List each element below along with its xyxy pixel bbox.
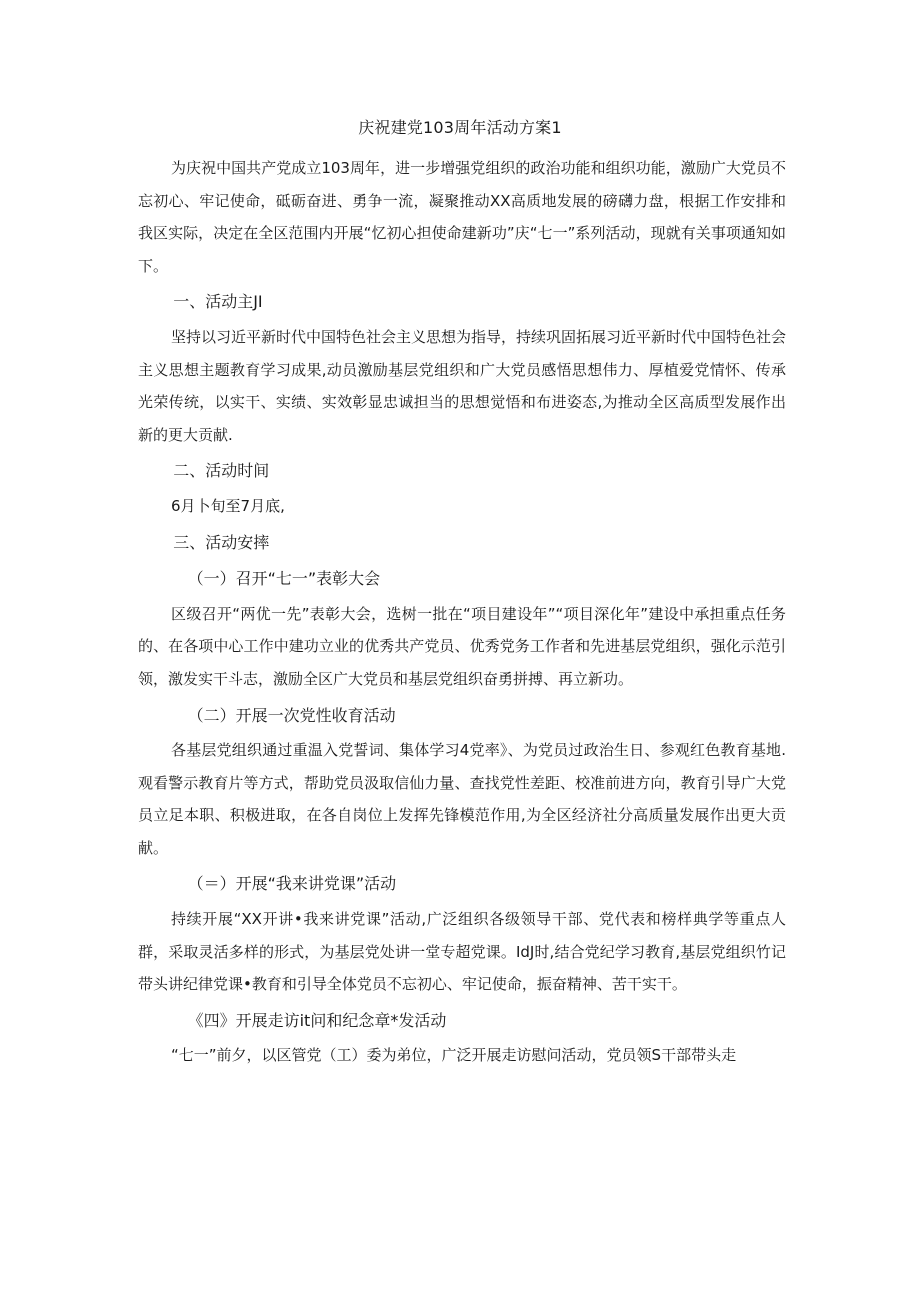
document-body [138, 152, 786, 1072]
section-heading-arrangement: 三、活动安摔 [173, 532, 270, 552]
subsection-paragraph-3: 持续开展“XX开讲•我来讲党课”活动,广泛组织各级领导干部、党代表和榜样典学等重点人群，采取灵活多样的形式，为基层党处讲一堂专超党课。IdJ时,结合党纪学习教育,基层党组织竹记带头讲纪律党课•教育和引导全体党员不忘初心、牢记使命，振奋精神、苦干实干。 [138, 910, 786, 994]
section-heading-time: 二、活动时间 [173, 461, 270, 481]
subsection-heading-2: （二）开展一次党性收育活动 [187, 705, 396, 725]
subsection-heading-1: （一）召开“七一”表彰大会 [187, 569, 381, 589]
subsection-paragraph-1: 区级召开“两优一先”表彰大会，选树一批在“项目建设年”“项目深化年”建设中承担重点任务的、在各项中心工作中建功立业的优秀共产党员、优秀党务工作者和先进基层党组织，强化示范引领，激发实干斗志，激励全区广大党员和基层党组织奋勇拼搏、再立新功。 [138, 604, 786, 688]
subsection-heading-4: 《四》开展走访it问和纪念章*发活动 [187, 1010, 447, 1030]
subsection-paragraph-2: 各基层党组织通过重温入党誓词、集体学习4党率》、为党员过政治生日、参观红色教育基地.观看警示教育片等方式，帮助党员汲取信仙力量、查找党性差距、校准前进方向，教育引导广大党员立足本职、积极进取，在各自岗位上发挥先锋模范作用,为全区经济社分高质量发展作出更大贡献。 [138, 741, 786, 857]
subsection-paragraph-4: “七一”前夕，以区管党（工）委为弟位，广泛开展走访慰问活动，党员领S干部带头走 [171, 1046, 737, 1065]
section-heading-theme: 一、活动主JI [173, 292, 263, 312]
intro-paragraph: 为庆祝中国共产党成立103周年，进一步增强党组织的政治功能和组织功能，激励广大党员不忘初心、牢记使命，砥砺奋进、勇争一流，凝聚推动XX高质地发展的磅礴力盘，根据工作安排和我区实际，决定在全区范围内开展“忆初心担使命建新功”庆“七一”系列活动，现就有关事项通知如下。 [138, 159, 786, 275]
section-time-paragraph: 6月卜旬至7月底, [171, 496, 285, 515]
section-theme-paragraph: 坚持以习近平新时代中国特色社会主义思想为指导，持续巩固拓展习近平新时代中国特色社会主义思想主题教育学习成果,动员激励基层党组织和广大党员感悟思想伟力、厚植爱党情怀、传承光荣传统，以实干、实绩、实效彰显忠诚担当的思想觉悟和布进姿态,为推动全区高质型发展作出新的更大贡献. [138, 327, 787, 444]
document-title: 庆祝建党103周年活动方案1 [358, 118, 562, 137]
subsection-heading-3: （＝）开展“我来讲党课”活动 [187, 874, 397, 894]
